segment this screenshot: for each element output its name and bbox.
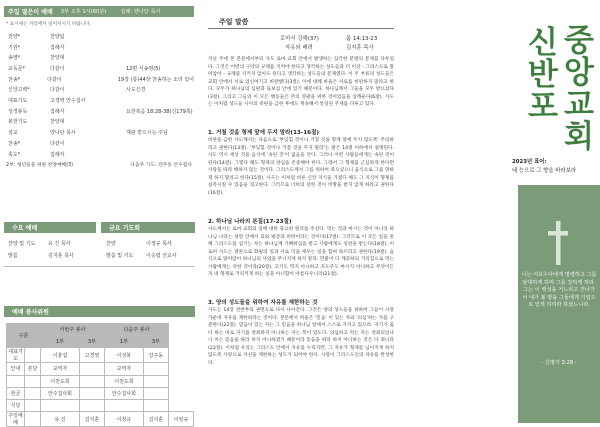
service-row [7, 412, 194, 427]
service-cell [143, 399, 168, 411]
service-cell: 이흥섭 [41, 348, 80, 363]
order-mid: 집례자 [50, 44, 65, 51]
order-mid: 찬양대 [50, 55, 65, 62]
service-cell: 이천도희 [41, 375, 80, 387]
fri-header [101, 222, 195, 233]
order-label: 설교 [8, 130, 18, 137]
sermon-point2-text: 사도께서는 로마 교회의 일에 대한 중요한 원리를 주신다. 먹는 것과 마시는 것이 아니라 하나님 나라는 성령 안에서 의와 평강과 희락이라는 것이다(17절). 그러므로 이 모든 일을 통해 그리스도를 섬기는 자는 하나님께 기뻐하심을 받고 사람에게도 칭찬을 받는다(18절). 이로써 사도는 결론으로 화평의 일과 서로 덕을 세우는 일을 힘써 따르라고 권한다(19절). 음식으로 말미암아 하나님의 사업을 무너지게 하지 말라. 만물이 다 깨끗하되 거리낌으로 먹는 사람에게는 악한 것이라(20절). 고기도 먹지 아니하고 포도주도 마시지 아니하고 무엇이든지 네 형제로 거리끼게 하는 일을 아니함이 아름다우니라(21절). [208, 227, 394, 277]
order-foot-right: 다음주 기도: 강주동 안수집사 [130, 162, 192, 168]
order-mid: 다같이 [50, 87, 65, 94]
order-row [8, 52, 194, 63]
service-cell: 고경영 [79, 348, 104, 363]
order-footer [6, 159, 192, 170]
sermon-series: 로마서 강해(37) [280, 36, 319, 43]
service-kind: 식당 [7, 399, 25, 411]
church-title-char: 반 [528, 57, 558, 93]
order-row [8, 127, 194, 138]
service-sub: 3부 [143, 336, 168, 348]
service-title: 예배 봉사위원 [12, 309, 49, 316]
service-cell [143, 375, 168, 387]
sermon-point2-title: 2. 하나님 나라의 본질(17-23절) [208, 219, 292, 225]
service-sub: 1부 [41, 336, 80, 348]
theme-text: 네 능으로 그 향을 바라보라 [512, 168, 577, 175]
wed-header [4, 222, 96, 233]
wed-cell: 찬양 및 기도 [8, 240, 36, 247]
fri-cell: 말씀 및 기도 [106, 252, 134, 259]
worship-leader: 집례: 양나단 목사 [120, 9, 161, 15]
service-sub: 3부 [79, 336, 104, 348]
sermon-preacher: 김지훈 목사 [346, 45, 374, 52]
church-title-char: 중 [564, 23, 594, 59]
order-label: 성경봉독 [8, 108, 28, 115]
service-cell: 안수집사회 [104, 387, 143, 399]
order-row [8, 95, 194, 106]
order-label: 찬송* [8, 76, 21, 83]
fri-title: 금요 기도회 [109, 225, 141, 232]
service-cell: 강주동 [143, 348, 168, 363]
service-sub-kind [25, 412, 41, 427]
order-label: 찬양* [8, 33, 21, 40]
order-right: 12편 서송영(5) [126, 65, 161, 72]
service-kind: 안내 [7, 363, 25, 375]
order-mid: 다같이 [50, 65, 65, 72]
service-cell: 이정규 [104, 412, 143, 427]
service-cell [79, 387, 104, 399]
service-cell: 교역자 [104, 363, 143, 375]
stand-note: * 표시에는 자리에서 일어서시기 바랍니다. [6, 22, 92, 28]
service-sub-kind: 본당 [25, 363, 41, 375]
sermon-point3-title: 3. 양의 성도들을 위하여 자유를 제한하는 것 [208, 300, 318, 306]
service-row [7, 399, 194, 411]
order-row [8, 106, 194, 117]
church-title-char: 회 [564, 119, 594, 155]
service-sub-kind [25, 348, 41, 363]
service-row [7, 387, 194, 399]
church-title-char: 신 [528, 25, 558, 61]
church-title-char: 교 [564, 87, 594, 123]
service-cell [79, 399, 104, 411]
order-right: 사도신경 [126, 87, 146, 94]
service-cell: 유 진 [41, 412, 80, 427]
sermon-point1-title: 1. 거칠 것을 형제 앞에 두지 말라(13-16절) [208, 130, 319, 136]
worship-time: 3부 오후 1시(60분) [60, 9, 107, 15]
order-label: 교독문* [8, 65, 25, 72]
wed-row [8, 238, 96, 249]
church-title-char: 포 [528, 89, 558, 125]
order-right: 요한복음 18:28-38(신179쪽) [126, 108, 193, 115]
order-right: 재판 받으시는 주님 [126, 130, 168, 137]
service-sub: 1부 [104, 336, 143, 348]
order-label: 기원* [8, 44, 21, 51]
order-row [8, 63, 194, 74]
service-cell: 이엉규 [168, 412, 193, 427]
sermon-ref: 롬 14:13-23 [346, 36, 378, 43]
fri-row [106, 250, 194, 261]
wed-cell: 김지훈 목사 [48, 252, 74, 259]
service-head-kind: 구분 [7, 324, 41, 348]
order-mid: 집례자 [50, 151, 65, 158]
service-kind [7, 375, 25, 387]
wed-cell: 유 진 목사 [48, 240, 71, 247]
service-sub-kind [25, 375, 41, 387]
service-cell: 안수집사회 [41, 387, 80, 399]
wed-row [8, 250, 96, 261]
worship-title: 주일 절은이 예배 [8, 9, 53, 16]
sermon-intro: 지난 주에 본 본문에서부터 사도 로마 교회 안에서 발생하는 심각한 분열의 문제를 다루었다. 그것은 어떤의 구약의 규례를 지켜야 한다고 생각하는 성도들과 더 이상 - 그리스도로 말미암아 - 규례를 지키지 않아도 된다고 생각하는 성도들의 문제였다. 이 두 부류의 성도들은 교회 안에서 서로 업신여기고 비판했다(3절). 이에 대해 바울은 서로를 비판하지 말라고 한다. 모두가 하나님의 심판과 돌보심 안에 있기 때문이다. 하나님께서 그들을 모두 받으셨다(3절). 그리고 그들의 이 모든 행동들은 주의 영광을 위한 것이었음을 일깨운다(6절). 사도는 이처럼 성도들 사이의 비판을 금한 후에도 계속해서 통일된 주제를 다루고 있다. [208, 57, 394, 107]
sermon-point3-text: 사도는 14장 전반부의 권면으로 다시 나아간다. 그것은 양의 성도들을 위하여 그들이 사랑 가운데 자유를 제한하라는 것이다. 본문에서 바울은 '믿음' 이 있는 자와 '의심'하는 자를 구분한다(22절). 믿음이 있는 자는 그 믿음을 하나님 앞에서 스스로 가지고 있으라. 자기가 옳다 하는 바로 자기를 정죄하지 아니하는 자는 복이 있도다. 의심하고 먹는 자는 정죄되었나니 이는 믿음을 따라 하지 아니하였기 때문이라 믿음을 따라 하지 아니하는 것은 다 죄니라(23절). 이처럼 우리는 그리스도 안에서 자유를 누리지만, 그 자유가 형제를 넘어지게 하지 않도록 사랑으로 자신을 제한하는 성도가 되어야 한다. 사랑이 그리스도인의 자유를 완성한다. [208, 308, 394, 366]
order-mid: 찬양팀 [50, 33, 65, 40]
fri-cell: 이정규 목사 [146, 240, 172, 247]
order-mid: 집례자 [50, 108, 65, 115]
service-head-this: 이번주 봉사 [41, 324, 105, 336]
service-cell: 교역자 [41, 363, 80, 375]
service-kind: 헌금 [7, 387, 25, 399]
service-cell: 김지훈 [143, 412, 168, 427]
service-table [6, 323, 194, 427]
sermon-subtitle: 자유와 배려 [285, 45, 313, 52]
service-cell: 김지훈 [79, 412, 104, 427]
cross-icon [548, 221, 568, 265]
service-kind: 대표기도 [8, 349, 23, 363]
sermon-point1-text: 비판을 금한 사도께서는 다음으로 '부딪힐 것이나 거칠 것을 형제 앞에 두지 않도록' 주의하라고 권한다(13절). '부딪힐 것이나 거칠 것을 두지 말라'는 말은 14절 이하에서 설명된다. 사도 역시 세상 것을 음식에 '속된 것'이 없음을 안다. 그러나 어떤 사람들에게는 속된 것이 된다(14절). 그렇다 해도 형제의 양심을 존중해야 한다. 그래서 그 형제를 근심하게 한다면 사랑을 따라 행하지 않는 것이다. 그리스도께서 그를 위하여 죽으셨으니 음식으로 그를 망하게 하지 말라고 한다(15절). 사도는 이처럼 바른 신앙 지식을 가졌다 해도 그 지식이 형제를 실족시킬 수 있음을 경고한다. 그러므로 너희의 선한 것이 비방을 받지 않게 하라고 권한다(16절). [208, 138, 394, 196]
order-label: 축도* [8, 151, 21, 158]
order-label: 봉헌기도 [8, 119, 28, 126]
order-label: 신앙고백* [8, 87, 30, 94]
theme-label: 2023년 표어: [512, 159, 547, 166]
service-row [7, 348, 194, 363]
order-row [8, 42, 194, 53]
order-mid: 고경영 안수집사 [50, 98, 86, 105]
service-head-next: 다음주 봉사 [104, 324, 168, 336]
service-row [7, 363, 194, 375]
order-mid: 찬양대 [50, 119, 65, 126]
order-label: 송영* [8, 55, 21, 62]
order-foot-left: 2부: 청년들을 위한 찬양예배(3) [6, 162, 74, 168]
service-cell [104, 399, 143, 411]
service-header [4, 306, 195, 317]
service-cell [143, 387, 168, 399]
service-cell [79, 363, 104, 375]
order-row [8, 85, 194, 96]
order-row [8, 74, 194, 85]
order-row [8, 149, 194, 160]
fri-cell: 찬양 [106, 240, 116, 247]
fri-cell: 이승엽 선교사 [146, 252, 177, 259]
order-row [8, 117, 194, 128]
order-mid: 다같이 [50, 140, 65, 147]
cover-verse: 나는 여호수아에게 명령하고 그를 담대하게 하며 그를 강하게 하라. 그는 이 백성을 거느리고 건너가서 네가 볼 땅을 그들에게 기업으로 얻게 하리라 하셨느니라. [521, 272, 597, 308]
service-cell: 이성봉 [104, 348, 143, 363]
service-sub-kind [25, 399, 41, 411]
wed-cell: 말씀 [8, 252, 18, 259]
service-cell [41, 399, 80, 411]
order-mid: 다같이 [47, 76, 62, 83]
wed-title: 수요 예배 [12, 225, 38, 232]
cover-verse-ref: - 신명기 3:28 - [541, 360, 577, 366]
order-right: 19장 (통)44장 찬송하는 소리 있어 [117, 76, 194, 83]
service-sub-kind [25, 387, 41, 399]
fri-row [106, 238, 194, 249]
service-cell: 이천도희 [104, 375, 143, 387]
service-cell [79, 375, 104, 387]
order-mid: 양나단 목사 [50, 130, 76, 137]
service-cell [143, 363, 168, 375]
order-row [8, 31, 194, 42]
order-label: 대표기도 [8, 98, 28, 105]
service-kind: 주일예배 [8, 413, 23, 427]
service-row [7, 375, 194, 387]
worship-header [4, 6, 194, 17]
church-title-char: 앙 [564, 55, 594, 91]
order-row [8, 138, 194, 149]
sermon-label: 주일 말씀 [219, 18, 249, 26]
order-label: 찬송* [8, 140, 21, 147]
